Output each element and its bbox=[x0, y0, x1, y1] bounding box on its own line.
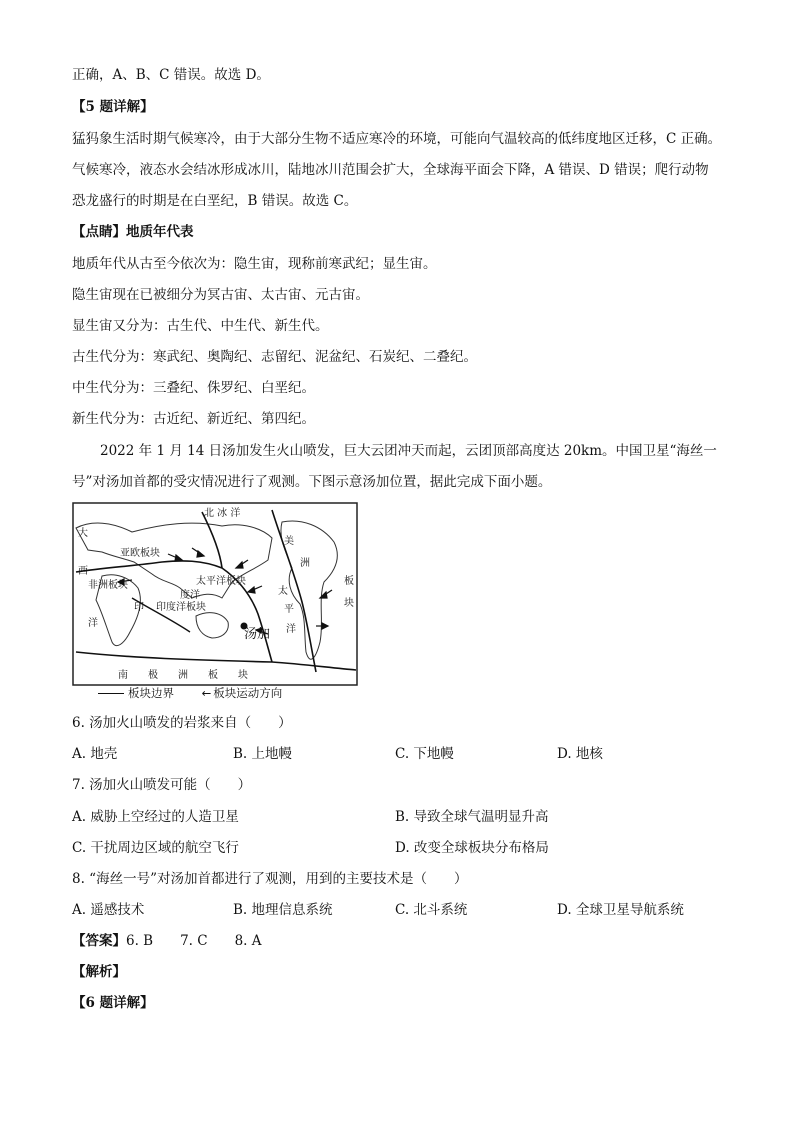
text-line: 猛犸象生活时期气候寒冷，由于大部分生物不适应寒冷的环境，可能向气温较高的低纬度地区迁移，C 正确。 bbox=[72, 131, 722, 147]
plate-map-figure bbox=[72, 502, 358, 686]
text-line: 恐龙盛行的时期是在白垩纪，B 错误。故选 C。 bbox=[72, 193, 358, 209]
text-line: 新生代分为：古近纪、新近纪、第四纪。 bbox=[72, 411, 315, 427]
label-du: 度洋 bbox=[180, 590, 200, 601]
q7-option-c: C. 干扰周边区域的航空飞行 bbox=[72, 840, 239, 856]
answer-label: 【答案】 bbox=[72, 933, 126, 949]
answer-values: 6. B 7. C 8. A bbox=[126, 933, 262, 949]
label-south-polar: 南 极 洲 板 块 bbox=[118, 670, 248, 681]
q6-option-b: B. 上地幔 bbox=[233, 746, 293, 762]
label-xi: 西 bbox=[78, 566, 88, 577]
q7-option-d: D. 改变全球板块分布格局 bbox=[395, 840, 549, 856]
label-indo: 印度洋板块 bbox=[156, 602, 206, 613]
q8-option-a: A. 遥感技术 bbox=[72, 902, 145, 918]
text-line: 2022 年 1 月 14 日汤加发生火山喷发，巨大云团冲天而起，云团顶部高度达 20km。中国卫星“海丝一 bbox=[100, 443, 717, 459]
answer-line bbox=[72, 932, 262, 950]
text-line: 显生宙又分为：古生代、中生代、新生代。 bbox=[72, 318, 329, 334]
question-7: 7. 汤加火山喷发可能（ ） bbox=[72, 777, 252, 793]
q6-detail-heading: 【6 题详解】 bbox=[72, 995, 154, 1011]
label-tonga: 汤加 bbox=[244, 627, 271, 642]
label-ban: 板 bbox=[344, 576, 354, 587]
q6-option-a: A. 地壳 bbox=[72, 746, 118, 762]
q8-option-c: C. 北斗系统 bbox=[395, 902, 468, 918]
question-6: 6. 汤加火山喷发的岩浆来自（ ） bbox=[72, 715, 292, 731]
question-8: 8. “海丝一号”对汤加首都进行了观测，用到的主要技术是（ ） bbox=[72, 871, 468, 887]
section-heading: 【5 题详解】 bbox=[72, 99, 154, 115]
q6-option-c: C. 下地幔 bbox=[395, 746, 454, 762]
legend-direction: 板块运动方向 bbox=[213, 686, 283, 700]
text-line: 地质年代从古至今依次为：隐生宙，现称前寒武纪；显生宙。 bbox=[72, 256, 437, 272]
label-north-ice: 北 冰 洋 bbox=[204, 508, 241, 519]
q7-option-b: B. 导致全球气温明显升高 bbox=[395, 809, 549, 825]
label-pacific: 太平洋板块 bbox=[196, 576, 246, 587]
q6-option-d: D. 地核 bbox=[557, 746, 603, 762]
q8-option-d: D. 全球卫星导航系统 bbox=[557, 902, 684, 918]
label-ping: 平 bbox=[284, 604, 294, 615]
label-da: 大 bbox=[78, 528, 88, 539]
map-frame bbox=[73, 503, 357, 685]
legend-boundary: 板块边界 bbox=[128, 686, 174, 700]
q7-option-a: A. 威胁上空经过的人造卫星 bbox=[72, 809, 239, 825]
q8-option-b: B. 地理信息系统 bbox=[233, 902, 333, 918]
label-eurasia: 亚欧板块 bbox=[120, 548, 160, 559]
label-yang-right: 洋 bbox=[286, 624, 296, 635]
map-legend bbox=[98, 685, 282, 701]
label-mei: 美 bbox=[284, 536, 294, 547]
plate-map bbox=[72, 502, 358, 686]
text-line: 气候寒冷，液态水会结冰形成冰川，陆地冰川范围会扩大，全球海平面会下降，A 错误、D 错误；爬行动物 bbox=[72, 162, 709, 178]
label-zhou: 洲 bbox=[300, 558, 310, 569]
label-tai: 太 bbox=[278, 586, 288, 597]
text-line: 正确，A、B、C 错误。故选 D。 bbox=[72, 67, 270, 83]
label-africa: 非洲板块 bbox=[88, 580, 128, 591]
section-heading: 【点睛】地质年代表 bbox=[72, 224, 194, 240]
text-line: 隐生宙现在已被细分为冥古宙、太古宙、元古宙。 bbox=[72, 287, 369, 303]
text-line: 中生代分为：三叠纪、侏罗纪、白垩纪。 bbox=[72, 380, 315, 396]
label-yang-left: 洋 bbox=[88, 618, 98, 629]
label-kuai: 块 bbox=[344, 598, 354, 609]
analysis-heading: 【解析】 bbox=[72, 964, 126, 980]
text-line: 古生代分为：寒武纪、奥陶纪、志留纪、泥盆纪、石炭纪、二叠纪。 bbox=[72, 349, 477, 365]
arrow-left-icon: ← bbox=[201, 686, 212, 700]
text-line: 号”对汤加首都的受灾情况进行了观测。下图示意汤加位置，据此完成下面小题。 bbox=[72, 474, 552, 490]
boundary-line-icon bbox=[98, 693, 124, 694]
label-yin: 印 bbox=[134, 602, 144, 613]
